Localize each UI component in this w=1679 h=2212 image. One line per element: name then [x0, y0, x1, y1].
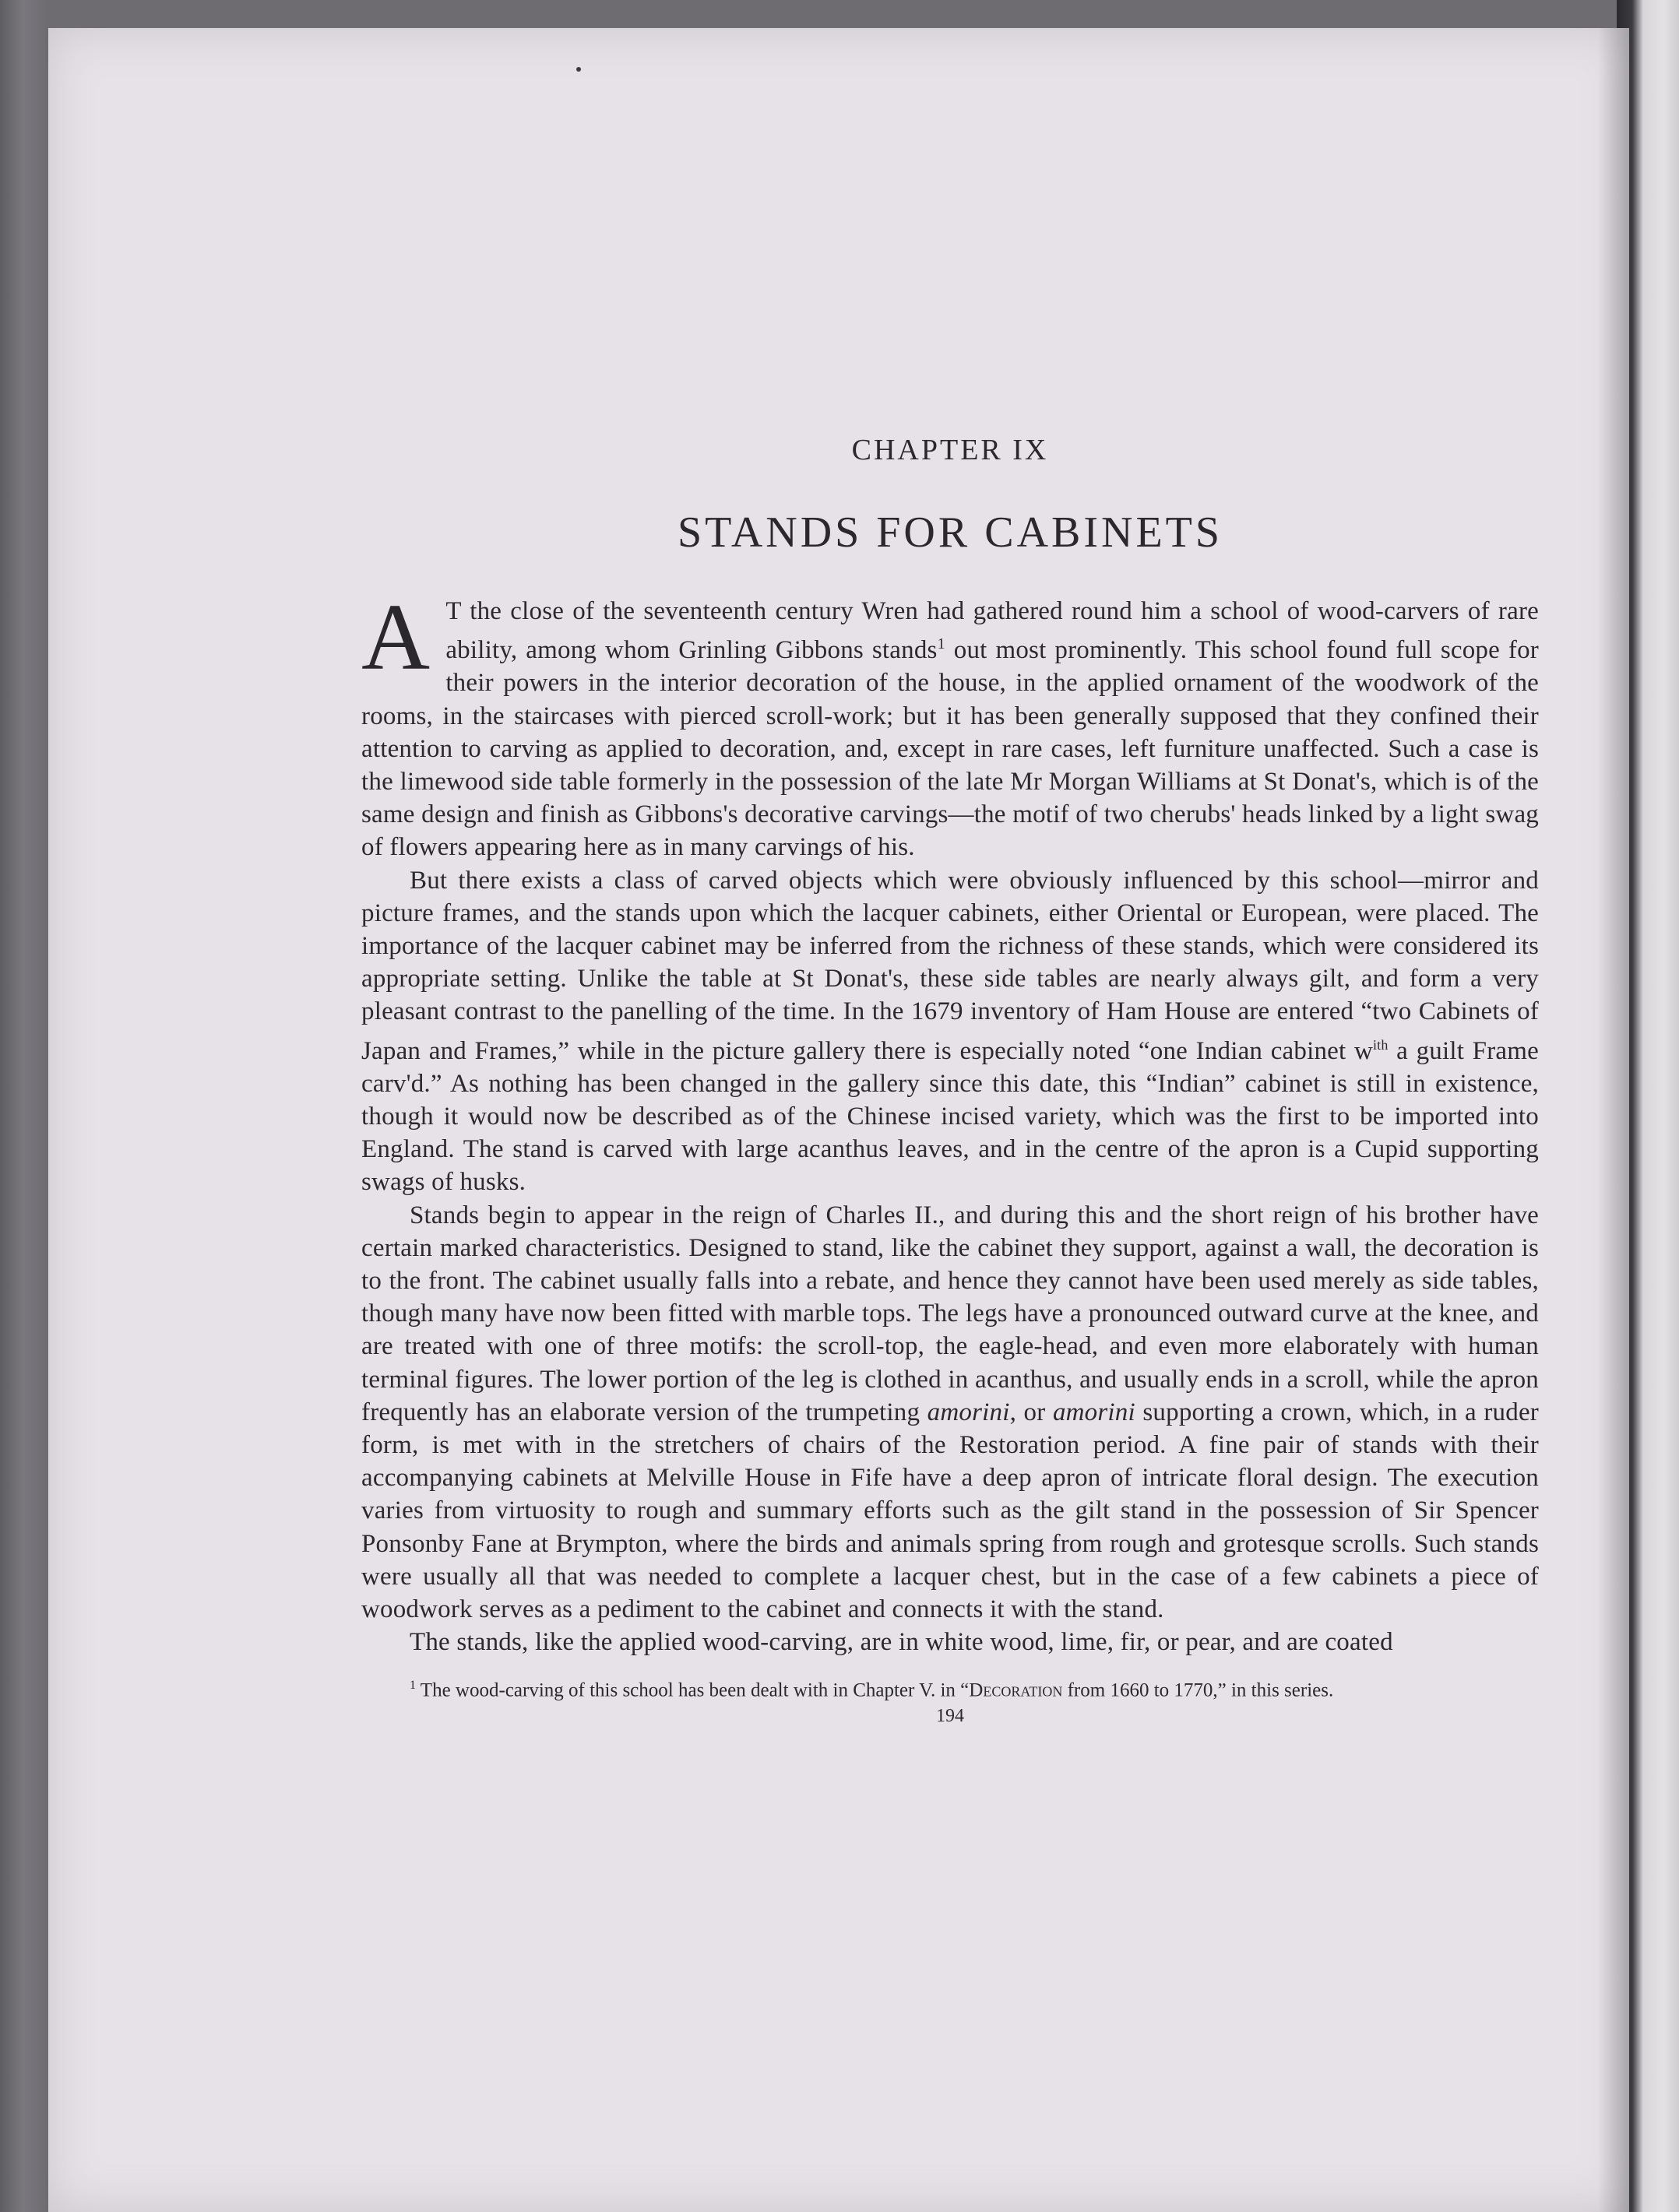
paragraph-2-text: But there exists a class of carved objects which were obviously influenced by this school—mirror and picture frames, and the stands upon which the lacquer cabinets, either Oriental or European, were placed. The importance of the lacquer cabinet may be inferred from the richness of these stands, which were considered its appropriate setting. Unlike the table at St Donat's, these side tables are nearly always gilt, and form a very pleasant contrast to the panelling of the time. In the 1679 inventory of Ham House are entered “two Cabinets of Japan and Frames,” while in the picture gallery there is especially noted “one Indian cabinet w — [361, 866, 1539, 1065]
drop-cap: A — [361, 585, 431, 690]
footnote-smallcaps: Decoration — [969, 1679, 1063, 1700]
body-text — [361, 585, 1539, 1659]
superscript-ith: ith — [1372, 1036, 1389, 1053]
paragraph-2 — [361, 864, 1539, 1199]
page-content — [361, 433, 1539, 1727]
paragraph-1 — [361, 585, 1539, 864]
paragraph-1-text: T the close of the seventeenth century Wren had gathered round him a school of wood-carvers of rare ability, among whom Grinling Gibbons stands — [445, 597, 1539, 665]
footnote-text: The wood-carving of this school has been dealt with in Chapter V. in “ — [416, 1679, 970, 1700]
footnote-text-cont: from 1660 to 1770,” in this series. — [1062, 1679, 1334, 1700]
italic-amorini: amorini — [927, 1398, 1010, 1426]
paragraph-3 — [361, 1199, 1539, 1626]
footnote — [361, 1673, 1539, 1703]
page-number: 194 — [936, 1705, 964, 1726]
paragraph-3-text: Stands begin to appear in the reign of Charles II., and during this and the short reign of his brother have certain marked characteristics. Designed to stand, like the cabinet they support, against a wall, the decoration is to the front. The cabinet usually falls into a rebate, and hence they cannot have been used merely as side tables, though many have now been fitted with marble tops. The legs have a pronounced outward curve at the knee, and are treated with one of three motifs: the scroll-top, the eagle-head, and even more elaborately with human terminal figures. The lower portion of the leg is clothed in acanthus, and usually ends in a scroll, while the apron frequently has an elaborate version of the trumpeting — [361, 1201, 1539, 1426]
footnote-marker: 1 — [410, 1678, 416, 1692]
paragraph-2-text-cont: a guilt Frame carv'd.” As nothing has been changed in the gallery since this date, this “Indian” cabinet is still in existence, though it would now be described as of the Chinese incised variety, which was the first to be imported into England. The stand is carved with large acanthus leaves, and in the centre of the apron is a Cupid supporting swags of husks. — [361, 1036, 1539, 1197]
paragraph-4: The stands, like the applied wood-carving, are in white wood, lime, fir, or pear, and are coated — [410, 1628, 1393, 1657]
paragraph-3-text-2: , or — [1009, 1398, 1053, 1426]
chapter-number: CHAPTER IX — [851, 434, 1049, 466]
page-fold-shadow — [1598, 28, 1629, 2212]
chapter-title: STANDS FOR CABINETS — [677, 508, 1223, 557]
italic-amorini-2: amorini — [1052, 1398, 1135, 1426]
book-page — [48, 28, 1629, 2212]
paragraph-1-text-cont: out most prominently. This school found full scope for their powers in the interior decoration of the house, in the applied ornament of the woodwork of the rooms, in the staircases with pierced scroll-work; but it has been generally supposed that they confined their attention to carving as applied to decoration, and, except in rare cases, left furniture unaffected. Such a case is the limewood side table formerly in the possession of the late Mr Morgan Williams at St Donat's, which is of the same design and finish as Gibbons's decorative carvings—the motif of two cherubs' heads linked by a light swag of flowers appearing here as in many carvings of his. — [361, 636, 1539, 862]
paragraph-3-text-3: supporting a crown, which, in a ruder form, is met with in the stretchers of chairs of the Restoration period. A fine pair of stands with their accompanying cabinets at Melville House in Fife have a deep apron of intricate floral design. The execution varies from virtuosity to rough and summary efforts such as the gilt stand in the possession of Sir Spencer Ponsonby Fane at Brympton, where the birds and animals spring from rough and grotesque scrolls. Such stands were usually all that was needed to complete a lacquer chest, but in the case of a few cabinets a piece of woodwork serves as a pediment to the cabinet and connects it with the stand. — [361, 1398, 1539, 1624]
footnote-reference: 1 — [937, 635, 945, 653]
speck — [576, 67, 581, 72]
